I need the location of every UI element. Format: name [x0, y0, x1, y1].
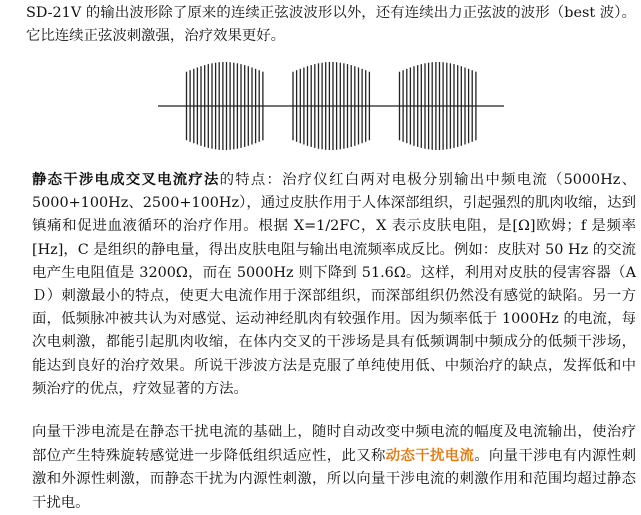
vector-interference-paragraph	[4, 421, 636, 515]
model-name: SD-21V	[26, 5, 82, 21]
section-body-after: 。向量干涉电有内源性刺激和外源性刺激，而静态干扰为内源性刺激，所以向量干涉电流的刺激作用和范围均超过静态干扰电。	[32, 448, 636, 511]
section-body-before: 向量干涉电流是在静态干扰电流的基础上，随时自动改变中频电流的幅度及电流输出，使治疗部位产生特殊旋转感觉进一步降低组织适应性，此又称	[32, 424, 636, 465]
dynamic-current-highlight: 动态干扰电流	[385, 447, 475, 465]
intro-text: 的输出波形除了原来的连续正弦波波形以外，还有连续出力正弦波的波形（best 波）。它比连续正弦波刺激强，治疗效果更好。	[26, 5, 636, 45]
section-body: 的特点：治疗仪红白两对电极分别输出中频电流（5000Hz、5000+100Hz、2500+100Hz），通过皮肤作用于人体深部组织，引起强烈的肌肉收缩，达到镇痛和促进血液循环的治疗作用。根据 X=1/2FC，X 表示皮肤电阻，是[Ω]欧姆；f 是频率[Hz]，C 是组织的静电量，得出皮肤电阻与输出电流频率成反比。例如：皮肤对 50 Hz 的交流电产生电阻值是 3200Ω，而在 5000Hz 则下降到 51.6Ω。这样，利用对皮肤的侵害容器（AＤ）刺激最小的特点，使更大电流作用于深部组织，而深部组织仍然没有感觉的缺陷。另一方面，低频脉冲被共认为对感觉、运动神经肌肉有较强作用。因为频率低于 1000Hz 的电流，每次电刺激，都能引起肌肉收缩，在体内交叉的干涉场是具有低频调制中频成分的低频干涉场，能达到良好的治疗效果。所说干涉波方法是克服了单纯使用低、中频治疗的缺点，发挥低和中频治疗的优点，疗效显著的方法。	[32, 172, 636, 397]
waveform-figure	[158, 58, 504, 154]
intro-paragraph	[4, 2, 636, 48]
static-interference-paragraph	[4, 168, 636, 401]
best-wave-diagram	[158, 58, 504, 154]
section-title: 静态干涉电成交叉电流疗法	[32, 171, 220, 188]
